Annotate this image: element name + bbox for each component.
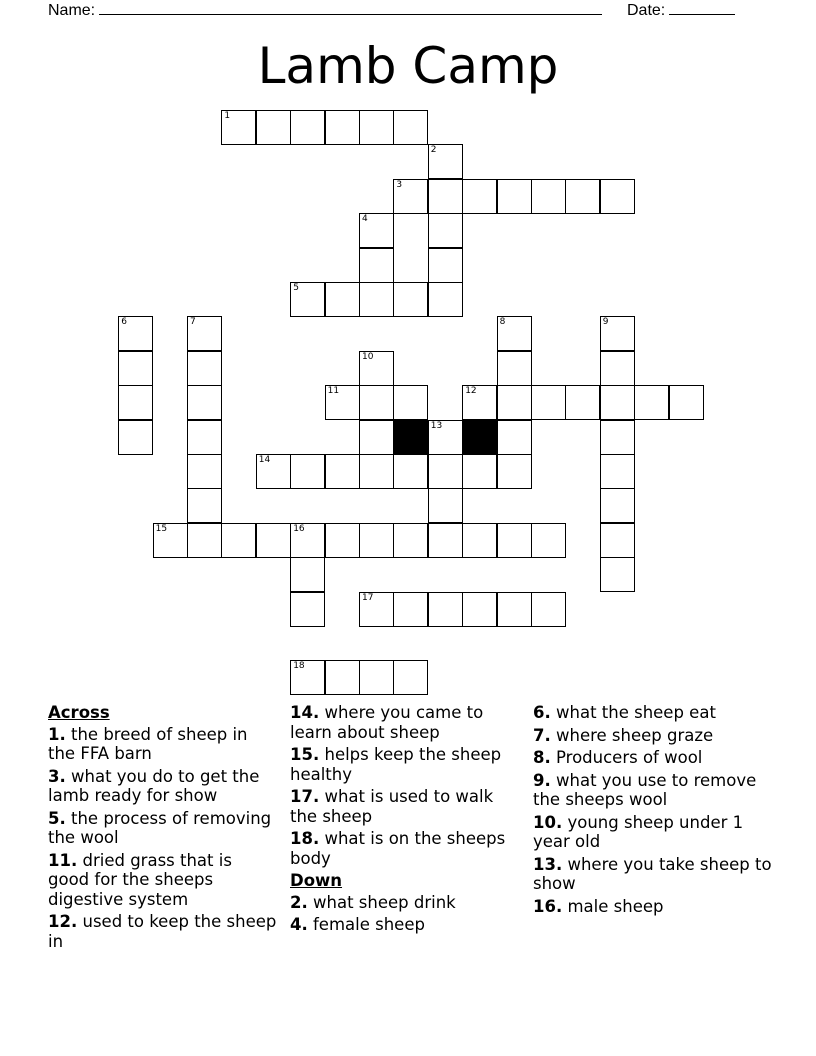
grid-cell[interactable] [462,179,497,214]
grid-cell[interactable] [359,282,394,317]
grid-cell[interactable] [118,420,153,455]
grid-cell[interactable] [359,213,394,248]
grid-cell[interactable] [256,523,291,558]
clues-column-2 [290,703,525,938]
grid-cell[interactable] [462,592,497,627]
grid-cell[interactable] [462,454,497,489]
grid-cell[interactable] [393,282,428,317]
grid-cell[interactable] [290,523,325,558]
grid-cell[interactable] [187,454,222,489]
grid-cell[interactable] [187,420,222,455]
down-heading: Down [290,871,343,890]
clue-across-14: 14. where you came to learn about sheep [290,703,484,742]
clue-down-6: 6. what the sheep eat [533,703,716,722]
clue-number: 6 [121,317,127,328]
grid-cell[interactable] [359,523,394,558]
grid-cell[interactable] [393,179,428,214]
clue-across-18: 18. what is on the sheeps body [290,829,506,868]
grid-cell[interactable] [531,385,566,420]
grid-cell[interactable] [428,144,463,179]
date-label: Date: [627,2,666,19]
clue-down-16: 16. male sheep [533,896,664,916]
grid-cell[interactable] [393,660,428,695]
grid-cell[interactable] [290,282,325,317]
clue-number: 8 [499,317,506,328]
grid-cell[interactable] [497,420,532,455]
clue-number: 7 [190,317,196,328]
clue-down-7: 7. where sheep graze [533,725,714,745]
clue-down-8: 8. Producers of wool [533,748,703,767]
clue-number: 18 [293,661,305,672]
grid-cell[interactable] [187,488,222,523]
grid-cell[interactable] [359,110,394,145]
grid-cell[interactable] [428,282,463,317]
clue-across-15: 15. helps keep the sheep healthy [290,745,502,784]
clues-column-3 [533,703,773,919]
grid-cell[interactable] [325,282,360,317]
grid-cell[interactable] [118,351,153,386]
grid-cell[interactable] [428,248,463,283]
clue-number: 2 [430,145,437,156]
clue-down-4: 4. female sheep [290,915,425,934]
grid-cell[interactable] [359,351,394,386]
grid-cell[interactable] [325,110,360,145]
name-label: Name: [48,2,96,19]
grid-cell[interactable] [497,523,532,558]
clue-across-5: 5. the process of removing the wool [48,808,272,847]
grid-cell[interactable] [428,592,463,627]
clue-across-1: 1. the breed of sheep in the FFA barn [48,724,248,763]
clue-number: 1 [224,111,231,121]
grid-cell[interactable] [634,385,669,420]
grid-cell[interactable] [187,385,222,420]
grid-cell[interactable] [290,660,325,695]
grid-cell[interactable] [393,385,428,420]
clue-number: 16 [293,523,305,534]
clue-across-3: 3. what you do to get the lamb ready for show [48,766,260,805]
grid-cell[interactable] [428,420,463,455]
clue-number: 5 [293,283,299,293]
grid-cell[interactable] [600,420,635,455]
grid-cell[interactable] [669,385,704,420]
grid-cell[interactable] [359,660,394,695]
clue-down-10: 10. young sheep under 1 year old [533,812,744,851]
grid-cell[interactable] [428,454,463,489]
grid-cell[interactable] [565,179,600,214]
grid-cell[interactable] [325,660,360,695]
grid-cell[interactable] [256,454,291,489]
grid-cell[interactable] [462,523,497,558]
grid-cell[interactable] [600,385,635,420]
grid-cell[interactable] [497,351,532,386]
clue-number: 3 [396,179,403,190]
grid-cell[interactable] [600,557,635,592]
grid-cell[interactable] [531,179,566,214]
grid-cell[interactable] [393,592,428,627]
grid-cell[interactable] [428,488,463,523]
grid-cell[interactable] [118,316,153,351]
black-cell [393,420,428,455]
clue-number: 17 [362,592,374,603]
grid-cell[interactable] [600,351,635,386]
grid-cell[interactable] [359,385,394,420]
grid-cell[interactable] [497,454,532,489]
clue-number: 10 [362,351,374,362]
grid-cell[interactable] [600,488,635,523]
grid-cell[interactable] [187,523,222,558]
clue-number: 11 [327,386,340,397]
clue-down-13: 13. where you take sheep to show [533,854,772,893]
grid-cell[interactable] [325,523,360,558]
grid-cell[interactable] [600,179,635,214]
grid-cell[interactable] [187,351,222,386]
grid-cell[interactable] [600,523,635,558]
clues-column-1 [48,703,278,954]
clue-number: 13 [430,420,443,431]
grid-cell[interactable] [221,523,256,558]
clue-number: 12 [465,386,477,397]
clue-number: 4 [362,214,368,225]
grid-cell[interactable] [325,454,360,489]
clue-across-17: 17. what is used to walk the sheep [290,787,494,826]
grid-cell[interactable] [393,110,428,145]
grid-cell[interactable] [359,248,394,283]
grid-cell[interactable] [153,523,188,558]
grid-cell[interactable] [600,454,635,489]
grid-cell[interactable] [428,179,463,214]
across-heading: Across [48,703,110,722]
grid-cell[interactable] [187,316,222,351]
grid-cell[interactable] [290,557,325,592]
clue-number: 14 [258,455,271,465]
black-cell [462,420,497,455]
clue-across-12: 12. used to keep the sheep in [48,912,277,951]
grid-cell[interactable] [497,385,532,420]
grid-cell[interactable] [359,592,394,627]
grid-cell[interactable] [290,454,325,489]
grid-cell[interactable] [221,110,256,145]
grid-cell[interactable] [497,179,532,214]
clue-across-11: 11. dried grass that is good for the sheeps digestive system [48,850,232,909]
grid-cell[interactable] [290,592,325,627]
grid-cell[interactable] [393,454,428,489]
grid-cell[interactable] [600,316,635,351]
grid-cell[interactable] [118,385,153,420]
grid-cell[interactable] [359,454,394,489]
clue-down-2: 2. what sheep drink [290,892,456,912]
grid-cell[interactable] [290,110,325,145]
grid-cell[interactable] [428,523,463,558]
grid-cell[interactable] [531,592,566,627]
clue-down-9: 9. what you use to remove the sheeps wool [533,770,757,809]
page-title: Lamb Camp [257,37,559,95]
grid-cell[interactable] [428,213,463,248]
grid-cell[interactable] [531,523,566,558]
grid-cell[interactable] [359,420,394,455]
clue-number: 15 [155,523,168,534]
grid-cell[interactable] [565,385,600,420]
grid-cell[interactable] [497,316,532,351]
clue-number: 9 [602,317,609,328]
grid-cell[interactable] [256,110,291,145]
grid-cell[interactable] [393,523,428,558]
grid-cell[interactable] [462,385,497,420]
grid-cell[interactable] [497,592,532,627]
grid-cell[interactable] [325,385,360,420]
